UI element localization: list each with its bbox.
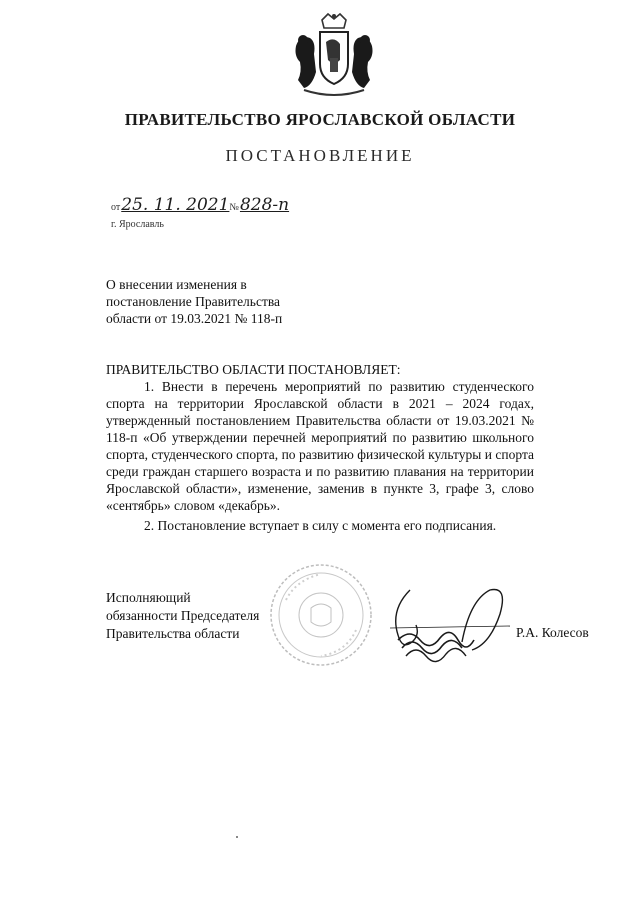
document-type: ПОСТАНОВЛЕНИЕ — [225, 146, 415, 165]
date-label: от — [111, 202, 121, 213]
subject-line: О внесении изменения в — [106, 277, 247, 292]
signer-name: Р.А. Колесов — [516, 625, 589, 640]
date-number-line — [111, 195, 289, 215]
government-title: ПРАВИТЕЛЬСТВО ЯРОСЛАВСКОЙ ОБЛАСТИ — [124, 110, 516, 129]
paragraph-2: 2. Постановление вступает в силу с момента его подписания. — [144, 518, 497, 533]
paragraph-1: 1. Внести в перечень мероприятий по развитию студенческого спорта на территории Ярославской области в 2021 – 2024 годах, утвержденный постановлением Правительства области от 19.03.2021 № 118-п «Об утверждении перечней мероприятий по развитию школьного спорта, студенческого спорта, по развитию физической культуры и спорта среди граждан старшего возраста и по развитию плавания на территории Ярославской области», изменение, заменив в пункте 3, графе 3, слово «сентябрь» словом «декабрь». — [106, 379, 534, 513]
handwritten-signature-icon — [350, 580, 515, 680]
number-label: № — [229, 202, 239, 213]
scan-speck — [236, 836, 238, 838]
subject-line: постановление Правительства — [106, 294, 281, 309]
date-value: 25. 11. 2021 — [121, 195, 230, 215]
signer-position-line: Исполняющий — [106, 590, 191, 605]
subject-line: области от 19.03.2021 № 118-п — [106, 311, 283, 326]
decree-heading: ПРАВИТЕЛЬСТВО ОБЛАСТИ ПОСТАНОВЛЯЕТ: — [106, 362, 401, 377]
city-label: г. Ярославль — [111, 219, 164, 230]
document-subject — [106, 276, 366, 327]
signer-position-line: Правительства области — [106, 626, 240, 641]
signer-position-line: обязанности Председателя — [106, 608, 260, 623]
coat-of-arms-icon — [290, 12, 378, 100]
signer-position — [106, 589, 259, 643]
number-value: 828-п — [239, 195, 290, 215]
